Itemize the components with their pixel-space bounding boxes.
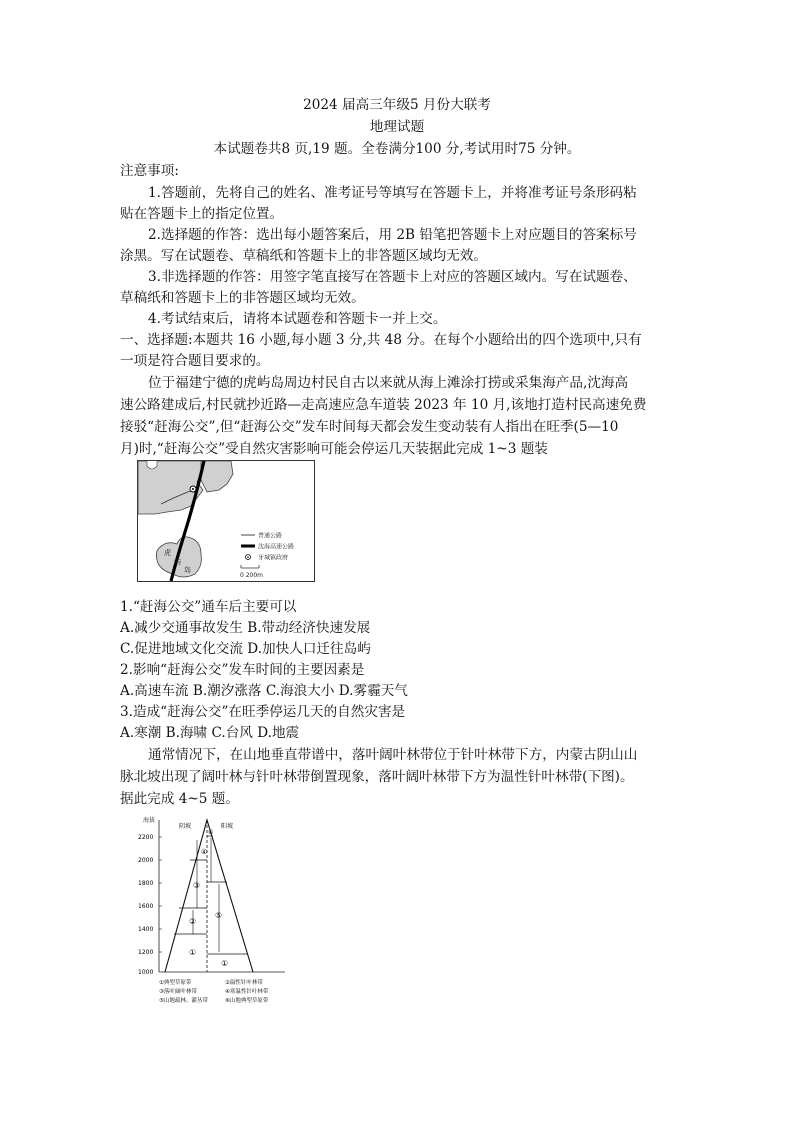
question-line: 1.“赶海公交”通车后主要可以 [120, 599, 297, 615]
legend-entry: ⑤山地疏林、灌丛带 [159, 998, 208, 1004]
zone-number: ① [189, 948, 197, 957]
section-heading: 一、选择题:本题共 16 小题,每小题 3 分,共 48 分。在每个小题给出的四个选项中,只有 [120, 332, 642, 348]
legend-label: 沈海高速公路 [258, 543, 295, 551]
y-tick: 1200 [138, 949, 154, 956]
legend-entry: ②温性针叶林带 [225, 980, 263, 986]
legend-entry: ⑥山地典型草原带 [225, 998, 269, 1004]
legend-label: 普通公路 [258, 532, 283, 540]
scale-label: 0 200m [240, 572, 264, 579]
notice-heading: 注意事项: [120, 163, 179, 179]
passage-line: 据此完成 4~5 题。 [120, 791, 239, 807]
island-label: 屿 [174, 558, 181, 566]
section-heading: 一项是符合题目要求的。 [120, 353, 270, 369]
exam-summary: 本试题卷共8 页,19 题。全卷满分100 分,考试用时75 分钟。 [213, 141, 581, 157]
question-line: 2.影响“赶海公交”发车时间的主要因素是 [120, 662, 365, 678]
passage-line: 通常情况下，在山地垂直带谱中，落叶阔叶林带位于针叶林带下方，内蒙古阴山山 [148, 747, 638, 763]
notice-line: 1.答题前，先将自己的姓名、准考证号等填写在答题卡上，并将准考证号条形码粘 [148, 185, 637, 201]
legend-entry: ④寒温性针叶林带 [225, 989, 269, 995]
passage-line: 接驳“赶海公交”,但“赶海公交”发车时间每天都会发生变动装有人指出在旺季(5—10 [120, 419, 619, 435]
y-ticks [138, 834, 162, 976]
y-axis-label: 海拔 [143, 817, 156, 824]
passage-line: 月)时,“赶海公交”受自然灾害影响可能会停运几天装据此完成 1~3 题装 [120, 441, 548, 457]
y-tick: 2000 [138, 857, 154, 864]
option-line: A.减少交通事故发生 B.带动经济快速发展 [120, 620, 371, 636]
legend-entry: ①典型草原带 [159, 980, 192, 986]
passage-line: 脉北坡出现了阔叶林与针叶林带倒置现象，落叶阔叶林带下方为温性针叶林带(下图)。 [120, 769, 634, 785]
option-line: A.寒潮 B.海啸 C.台风 D.地震 [120, 725, 300, 741]
island-map [137, 460, 315, 586]
legend-label: 牙城镇政府 [258, 554, 289, 562]
zone-number: ② [189, 917, 197, 926]
passage-line: 位于福建宁德的虎屿岛周边村民自古以来就从海上滩涂打捞或采集海产品,沈海高 [148, 375, 629, 391]
island-label: 虎 [164, 549, 171, 557]
option-line: A.高速车流 B.潮汐涨落 C.海浪大小 D.雾霾天气 [120, 683, 408, 699]
notice-line: 草稿纸和答题卡上的非答题区域均无效。 [120, 290, 365, 306]
y-tick: 1400 [138, 926, 154, 933]
subject-title: 地理试题 [369, 119, 425, 135]
slope-label-sunny: 阳坡 [221, 823, 234, 830]
passage-line: 速公路建成后,村民就抄近路—走高速应急车道装 2023 年 10 月,该地打造村民高速免费 [120, 397, 647, 413]
y-tick: 1000 [138, 969, 154, 976]
zone-number: ③ [193, 881, 201, 890]
exam-title: 2024 届高三年级5 月份大联考 [303, 97, 491, 113]
notice-line: 2.选择题的作答：选出每小题答案后，用 2B 铅笔把答题卡上对应题目的答案标号 [148, 227, 637, 243]
slope-label-shady: 阴坡 [179, 823, 192, 830]
option-line: C.促进地域文化交流 D.加快人口迁往岛屿 [120, 641, 371, 657]
question-line: 3.造成“赶海公交”在旺季停运几天的自然灾害是 [120, 704, 406, 720]
notice-line: 4.考试结束后，请将本试题卷和答题卡一并上交。 [148, 311, 447, 327]
zone-number: ④ [201, 848, 208, 856]
y-tick: 2200 [138, 834, 154, 841]
y-tick: 1600 [138, 903, 154, 910]
legend-entry: ③落叶阔叶林带 [159, 989, 197, 995]
mountain-zonation-figure [135, 812, 295, 1014]
zone-number: ① [221, 959, 229, 968]
notice-line: 涂黑。写在试题卷、草稿纸和答题卡上的非答题区域均无效。 [120, 248, 488, 264]
zone-number: ⑥ [208, 829, 214, 836]
island-label: 岛 [184, 566, 191, 574]
notice-line: 3.非选择题的作答：用签字笔直接写在答题卡上对应的答题区域内。写在试题卷、 [148, 269, 637, 285]
notice-line: 贴在答题卡上的指定位置。 [120, 206, 284, 222]
y-tick: 1800 [138, 880, 154, 887]
zone-number: ⑤ [215, 911, 223, 920]
